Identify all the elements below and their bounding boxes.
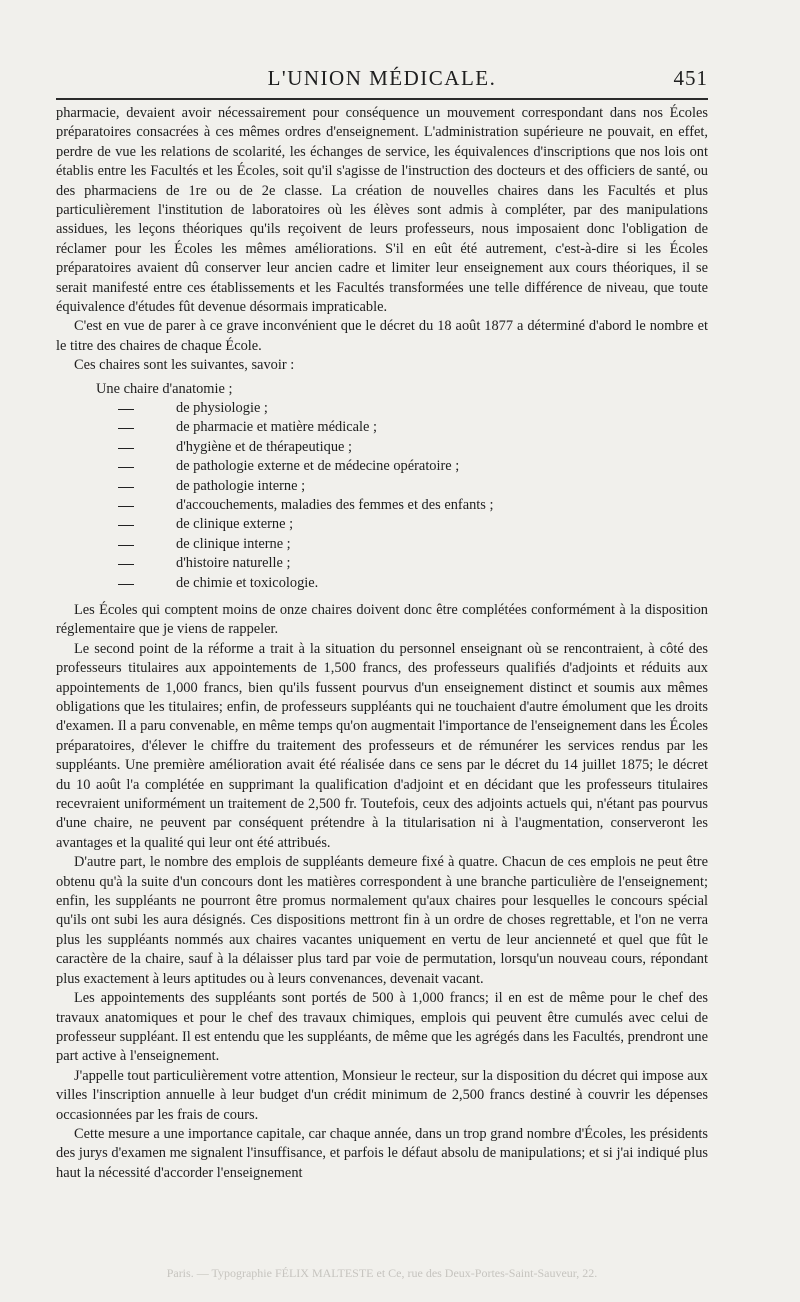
list-item-text: de pharmacie et matière médicale ; — [176, 419, 377, 436]
chairs-list — [56, 380, 708, 593]
paragraph: Les appointements des suppléants sont portés de 500 à 1,000 francs; il en est de même pour le chef des travaux anatomiques et pour le chef des travaux chimiques, emplois qui peuvent être cumulés avec celui de professeur suppléant. Il est entendu que les suppléants, de même que les agrégés dans les Facultés, prendront une part active à l'enseignement. — [56, 990, 708, 1065]
ditto-dash — [118, 487, 134, 488]
ditto-dash — [118, 409, 134, 410]
list-item-text: de pathologie externe et de médecine opératoire ; — [176, 458, 460, 475]
paragraph: C'est en vue de parer à ce grave inconvénient que le décret du 18 août 1877 a déterminé d'abord le nombre et le titre des chaires de chaque École. — [56, 318, 708, 354]
list-item — [56, 535, 708, 554]
ditto-dash — [118, 564, 134, 565]
list-item — [56, 496, 708, 515]
paragraph: Cette mesure a une importance capitale, car chaque année, dans un trop grand nombre d'Écoles, les présidents des jurys d'examen me signalent l'insuffisance, et parfois le défaut absolu de manipulations; et si j'ai indiqué plus haut la nécessité d'accorder l'enseignement — [56, 1125, 708, 1181]
paragraph: J'appelle tout particulièrement votre attention, Monsieur le recteur, sur la disposition du décret qui impose aux villes l'inscription annuelle à leur budget d'un crédit minimum de 2,500 francs destiné à couvrir les dépenses occasionnées par les frais de cours. — [56, 1067, 708, 1123]
list-item-text: d'histoire naturelle ; — [176, 555, 291, 572]
ditto-dash — [118, 506, 134, 507]
paragraph: D'autre part, le nombre des emplois de suppléants demeure fixé à quatre. Chacun de ces emplois ne peut être obtenu qu'à la suite d'un concours dont les matières correspondent à une branche particulière de l'enseignement; enfin, les suppléants ne pourront être promus normalement qu'aux chaires pour lesquelles le concours spécial qu'ils ont subi les aura désignés. Ces dispositions mettront fin à un ordre de choses regrettable, et l'on ne verra plus les suppléants nommés aux chaires vacantes uniquement en vertu de leur ancienneté et quel que fût le caractère de la chaire, sauf à la délaisser plus tard par voie de permutation, lorsqu'un nouveau cours, répondant plus exactement à leurs aptitudes ou à leurs convenances, devenait vacant. — [56, 854, 708, 987]
paragraph: Les Écoles qui comptent moins de onze chaires doivent donc être complétées conformément à la disposition réglementaire que je viens de rappeler. — [56, 601, 708, 638]
list-item — [56, 399, 708, 418]
list-item — [56, 574, 708, 593]
list-item — [56, 554, 708, 573]
ditto-dash — [118, 545, 134, 546]
list-item — [56, 418, 708, 437]
page-number: 451 — [673, 66, 708, 90]
list-item-text: de clinique externe ; — [176, 516, 294, 533]
list-item-text: d'hygiène et de thérapeutique ; — [176, 438, 353, 455]
list-item-text: de physiologie ; — [176, 400, 268, 417]
list-item — [56, 515, 708, 534]
list-item-text: de clinique interne ; — [176, 535, 291, 552]
paragraph: Le second point de la réforme a trait à la situation du personnel enseignant où se rencontraient, à côté des professeurs titulaires aux appointements de 1,500 francs, des professeurs qualifiés d'adjoints et réduits aux appointements de 1,000 francs, bien qu'ils fussent pourvus d'un enseignement distinct et soumis aux mêmes obligations que les titulaires; enfin, de professeurs suppléants qui ne touchaient d'autre émolument que les droits d'examen. Il a paru convenable, en même temps qu'on augmentait l'importance de l'enseignement dans les Écoles préparatoires, d'élever le chiffre du traitement des professeurs et de rémunérer les services rendus par les suppléants. Une première amélioration avait été réalisée dans ce sens par le décret du 14 juillet 1875; le décret du 10 août l'a complétée en supprimant la qualification d'adjoint et en décidant que les professeurs titulaires recevraient uniformément un traitement de 2,500 fr. Toutefois, ceux des adjoints actuels qui, n'étant pas pourvus d'une chaire, ne peuvent par conséquent prétendre à la titularisation ni à l'augmentation, conserveront les avantages et la qualité qui leur ont été attribués. — [56, 640, 708, 851]
printer-footer: Paris. — Typographie FÉLIX MALTESTE et Ce, rue des Deux-Portes-Saint-Sauveur, 22. — [166, 1266, 598, 1280]
article-body — [56, 104, 708, 1183]
ditto-dash — [118, 467, 134, 468]
paragraph: Ces chaires sont les suivantes, savoir : — [74, 357, 295, 374]
journal-title: L'UNION MÉDICALE. — [267, 66, 497, 90]
list-item — [56, 457, 708, 476]
list-item — [56, 477, 708, 496]
ditto-dash — [118, 584, 134, 585]
list-item-text: de pathologie interne ; — [176, 477, 306, 494]
list-item — [56, 438, 708, 457]
header-rule — [56, 98, 708, 100]
running-header — [56, 60, 708, 100]
ditto-dash — [118, 525, 134, 526]
list-item-text: de chimie et toxicologie. — [176, 574, 319, 591]
list-item-text: Une chaire d'anatomie ; — [96, 380, 233, 397]
ditto-dash — [118, 428, 134, 429]
list-item-text: d'accouchements, maladies des femmes et des enfants ; — [176, 497, 494, 514]
paragraph: pharmacie, devaient avoir nécessairement pour conséquence un mouvement correspondant dans nos Écoles préparatoires consacrées à ces mêmes ordres d'enseignement. L'administration supérieure ne pouvait, en effet, perdre de vue les relations de scolarité, les échanges de service, les équivalences d'inscriptions que nos lois ont établis entre les Facultés et les Écoles, soit qu'il s'agisse de l'instruction des docteurs et des officiers de santé, ou des pharmaciens de 1re ou de 2e classe. La création de nouvelles chaires dans les Facultés et plus particulièrement l'institution de laboratoires où les élèves sont admis à compléter, par des manipulations assidues, les leçons théoriques qu'ils reçoivent de leurs professeurs, nous imposaient donc l'obligation de réclamer pour les Écoles les mêmes améliorations. S'il en eût été autrement, c'est-à-dire si les Écoles préparatoires avaient dû conserver leur ancien cadre et limiter leur enseignement aux cours théoriques, il se serait manifesté entre ces établissements et les Facultés transformées une telle différence de niveau, que toute équivalence d'études fût devenue désormais impraticable. — [56, 105, 708, 316]
ditto-dash — [118, 448, 134, 449]
list-item — [56, 380, 708, 399]
